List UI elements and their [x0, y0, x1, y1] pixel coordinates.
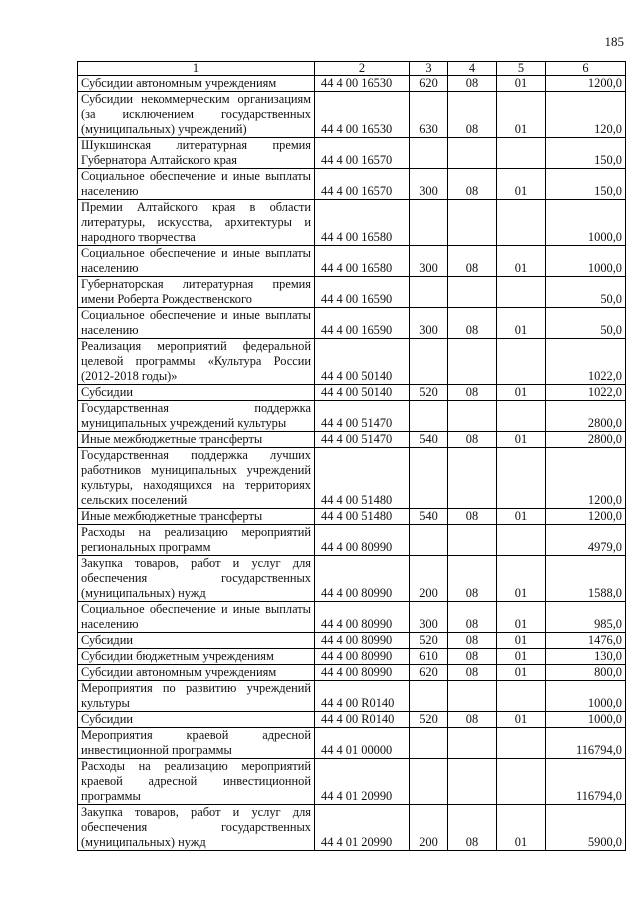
- subsection-cell: [497, 525, 546, 556]
- target-code-cell: 44 4 00 R0140: [315, 712, 410, 728]
- target-code-cell: 44 4 01 20990: [315, 759, 410, 805]
- target-code-cell: 44 4 00 16580: [315, 200, 410, 246]
- table-row: [78, 649, 626, 665]
- section-cell: 08: [448, 633, 497, 649]
- table-row: [78, 525, 626, 556]
- subsection-cell: 01: [497, 509, 546, 525]
- amount-cell: 130,0: [546, 649, 626, 665]
- amount-cell: 1000,0: [546, 712, 626, 728]
- column-header: 1: [78, 62, 315, 76]
- target-code-cell: 44 4 01 20990: [315, 805, 410, 851]
- table-row: [78, 805, 626, 851]
- amount-cell: 150,0: [546, 138, 626, 169]
- table-row: [78, 76, 626, 92]
- amount-cell: 116794,0: [546, 759, 626, 805]
- item-name-cell: Закупка товаров, работ и услуг для обеспечения государственных (муниципальных) нужд: [78, 805, 315, 851]
- section-cell: 08: [448, 92, 497, 138]
- table-row: [78, 556, 626, 602]
- section-cell: [448, 525, 497, 556]
- target-code-cell: 44 4 00 51480: [315, 448, 410, 509]
- page-number: 185: [604, 34, 624, 49]
- target-code-cell: 44 4 01 00000: [315, 728, 410, 759]
- item-name-cell: Социальное обеспечение и иные выплаты населению: [78, 169, 315, 200]
- table-row: [78, 277, 626, 308]
- item-name-cell: Закупка товаров, работ и услуг для обеспечения государственных (муниципальных) нужд: [78, 556, 315, 602]
- target-code-cell: 44 4 00 80990: [315, 525, 410, 556]
- target-code-cell: 44 4 00 16570: [315, 138, 410, 169]
- subsection-cell: 01: [497, 92, 546, 138]
- section-cell: 08: [448, 385, 497, 401]
- subsection-cell: 01: [497, 665, 546, 681]
- item-name-cell: Расходы на реализацию мероприятий региональных программ: [78, 525, 315, 556]
- item-name-cell: Субсидии: [78, 712, 315, 728]
- section-cell: 08: [448, 432, 497, 448]
- section-cell: [448, 759, 497, 805]
- amount-cell: 50,0: [546, 277, 626, 308]
- expense-type-cell: 630: [410, 92, 448, 138]
- table-row: [78, 712, 626, 728]
- section-cell: [448, 277, 497, 308]
- section-cell: [448, 728, 497, 759]
- target-code-cell: 44 4 00 16570: [315, 169, 410, 200]
- table-row: [78, 339, 626, 385]
- table-row: [78, 681, 626, 712]
- table-row: [78, 633, 626, 649]
- target-code-cell: 44 4 00 R0140: [315, 681, 410, 712]
- expense-type-cell: 300: [410, 602, 448, 633]
- target-code-cell: 44 4 00 50140: [315, 385, 410, 401]
- subsection-cell: [497, 728, 546, 759]
- item-name-cell: Государственная поддержка лучших работников муниципальных учреждений культуры, находящихся на территориях сельских поселений: [78, 448, 315, 509]
- item-name-cell: Мероприятия по развитию учреждений культуры: [78, 681, 315, 712]
- item-name-cell: Реализация мероприятий федеральной целевой программы «Культура России (2012-2018 годы)»: [78, 339, 315, 385]
- subsection-cell: 01: [497, 76, 546, 92]
- amount-cell: 1000,0: [546, 681, 626, 712]
- expense-type-cell: 300: [410, 308, 448, 339]
- expense-type-cell: [410, 728, 448, 759]
- amount-cell: 1200,0: [546, 76, 626, 92]
- expense-type-cell: 300: [410, 169, 448, 200]
- target-code-cell: 44 4 00 16590: [315, 277, 410, 308]
- expense-type-cell: 620: [410, 665, 448, 681]
- amount-cell: 1476,0: [546, 633, 626, 649]
- target-code-cell: 44 4 00 80990: [315, 649, 410, 665]
- table-row: [78, 509, 626, 525]
- section-cell: 08: [448, 712, 497, 728]
- subsection-cell: 01: [497, 308, 546, 339]
- item-name-cell: Субсидии некоммерческим организациям (за исключением государственных (муниципальных) учреждений): [78, 92, 315, 138]
- item-name-cell: Субсидии: [78, 633, 315, 649]
- subsection-cell: [497, 200, 546, 246]
- item-name-cell: Губернаторская литературная премия имени Роберта Рождественского: [78, 277, 315, 308]
- item-name-cell: Социальное обеспечение и иные выплаты населению: [78, 602, 315, 633]
- target-code-cell: 44 4 00 51470: [315, 432, 410, 448]
- item-name-cell: Мероприятия краевой адресной инвестиционной программы: [78, 728, 315, 759]
- expense-type-cell: [410, 525, 448, 556]
- expense-type-cell: 200: [410, 556, 448, 602]
- section-cell: [448, 401, 497, 432]
- expense-type-cell: [410, 200, 448, 246]
- item-name-cell: Расходы на реализацию мероприятий краевой адресной инвестиционной программы: [78, 759, 315, 805]
- table-row: [78, 308, 626, 339]
- budget-table: [77, 61, 626, 851]
- table-row: [78, 385, 626, 401]
- item-name-cell: Социальное обеспечение и иные выплаты населению: [78, 246, 315, 277]
- expense-type-cell: [410, 277, 448, 308]
- expense-type-cell: 520: [410, 633, 448, 649]
- table-row: [78, 432, 626, 448]
- target-code-cell: 44 4 00 50140: [315, 339, 410, 385]
- table-row: [78, 448, 626, 509]
- amount-cell: 1022,0: [546, 339, 626, 385]
- target-code-cell: 44 4 00 16530: [315, 92, 410, 138]
- column-header: 3: [410, 62, 448, 76]
- section-cell: 08: [448, 308, 497, 339]
- section-cell: 08: [448, 649, 497, 665]
- target-code-cell: 44 4 00 51480: [315, 509, 410, 525]
- item-name-cell: Иные межбюджетные трансферты: [78, 432, 315, 448]
- section-cell: [448, 681, 497, 712]
- expense-type-cell: 300: [410, 246, 448, 277]
- expense-type-cell: [410, 339, 448, 385]
- subsection-cell: [497, 448, 546, 509]
- expense-type-cell: [410, 138, 448, 169]
- subsection-cell: [497, 138, 546, 169]
- target-code-cell: 44 4 00 80990: [315, 556, 410, 602]
- section-cell: 08: [448, 556, 497, 602]
- amount-cell: 116794,0: [546, 728, 626, 759]
- table-row: [78, 602, 626, 633]
- subsection-cell: 01: [497, 432, 546, 448]
- amount-cell: 1200,0: [546, 509, 626, 525]
- section-cell: [448, 200, 497, 246]
- subsection-cell: 01: [497, 633, 546, 649]
- expense-type-cell: 200: [410, 805, 448, 851]
- target-code-cell: 44 4 00 80990: [315, 665, 410, 681]
- expense-type-cell: [410, 681, 448, 712]
- section-cell: 08: [448, 665, 497, 681]
- target-code-cell: 44 4 00 16590: [315, 308, 410, 339]
- subsection-cell: [497, 339, 546, 385]
- item-name-cell: Премии Алтайского края в области литературы, искусства, архитектуры и народного творчества: [78, 200, 315, 246]
- section-cell: 08: [448, 509, 497, 525]
- expense-type-cell: 540: [410, 509, 448, 525]
- column-header: 4: [448, 62, 497, 76]
- section-cell: 08: [448, 602, 497, 633]
- item-name-cell: Субсидии: [78, 385, 315, 401]
- amount-cell: 150,0: [546, 169, 626, 200]
- amount-cell: 1022,0: [546, 385, 626, 401]
- target-code-cell: 44 4 00 51470: [315, 401, 410, 432]
- section-cell: 08: [448, 246, 497, 277]
- item-name-cell: Субсидии бюджетным учреждениям: [78, 649, 315, 665]
- expense-type-cell: 520: [410, 385, 448, 401]
- amount-cell: 1000,0: [546, 246, 626, 277]
- target-code-cell: 44 4 00 80990: [315, 633, 410, 649]
- amount-cell: 5900,0: [546, 805, 626, 851]
- amount-cell: 985,0: [546, 602, 626, 633]
- table-row: [78, 169, 626, 200]
- amount-cell: 4979,0: [546, 525, 626, 556]
- subsection-cell: [497, 277, 546, 308]
- table-row: [78, 728, 626, 759]
- subsection-cell: 01: [497, 169, 546, 200]
- item-name-cell: Шукшинская литературная премия Губернатора Алтайского края: [78, 138, 315, 169]
- subsection-cell: 01: [497, 712, 546, 728]
- section-cell: 08: [448, 805, 497, 851]
- amount-cell: 1588,0: [546, 556, 626, 602]
- section-cell: [448, 448, 497, 509]
- amount-cell: 800,0: [546, 665, 626, 681]
- column-header: 6: [546, 62, 626, 76]
- subsection-cell: [497, 759, 546, 805]
- item-name-cell: Социальное обеспечение и иные выплаты населению: [78, 308, 315, 339]
- section-cell: [448, 138, 497, 169]
- table-row: [78, 759, 626, 805]
- table-row: [78, 246, 626, 277]
- subsection-cell: 01: [497, 556, 546, 602]
- table-row: [78, 138, 626, 169]
- amount-cell: 50,0: [546, 308, 626, 339]
- subsection-cell: 01: [497, 602, 546, 633]
- subsection-cell: 01: [497, 805, 546, 851]
- amount-cell: 2800,0: [546, 432, 626, 448]
- subsection-cell: 01: [497, 385, 546, 401]
- subsection-cell: 01: [497, 246, 546, 277]
- expense-type-cell: [410, 448, 448, 509]
- expense-type-cell: [410, 401, 448, 432]
- item-name-cell: Субсидии автономным учреждениям: [78, 76, 315, 92]
- column-number-row: [78, 62, 626, 76]
- table-row: [78, 665, 626, 681]
- subsection-cell: [497, 401, 546, 432]
- target-code-cell: 44 4 00 16580: [315, 246, 410, 277]
- amount-cell: 1200,0: [546, 448, 626, 509]
- expense-type-cell: 540: [410, 432, 448, 448]
- subsection-cell: [497, 681, 546, 712]
- section-cell: 08: [448, 169, 497, 200]
- item-name-cell: Иные межбюджетные трансферты: [78, 509, 315, 525]
- table-row: [78, 200, 626, 246]
- table-row: [78, 401, 626, 432]
- subsection-cell: 01: [497, 649, 546, 665]
- amount-cell: 1000,0: [546, 200, 626, 246]
- amount-cell: 2800,0: [546, 401, 626, 432]
- column-header: 2: [315, 62, 410, 76]
- expense-type-cell: 520: [410, 712, 448, 728]
- expense-type-cell: [410, 759, 448, 805]
- amount-cell: 120,0: [546, 92, 626, 138]
- column-header: 5: [497, 62, 546, 76]
- section-cell: 08: [448, 76, 497, 92]
- target-code-cell: 44 4 00 80990: [315, 602, 410, 633]
- table-row: [78, 92, 626, 138]
- section-cell: [448, 339, 497, 385]
- expense-type-cell: 620: [410, 76, 448, 92]
- expense-type-cell: 610: [410, 649, 448, 665]
- target-code-cell: 44 4 00 16530: [315, 76, 410, 92]
- item-name-cell: Государственная поддержка муниципальных учреждений культуры: [78, 401, 315, 432]
- item-name-cell: Субсидии автономным учреждениям: [78, 665, 315, 681]
